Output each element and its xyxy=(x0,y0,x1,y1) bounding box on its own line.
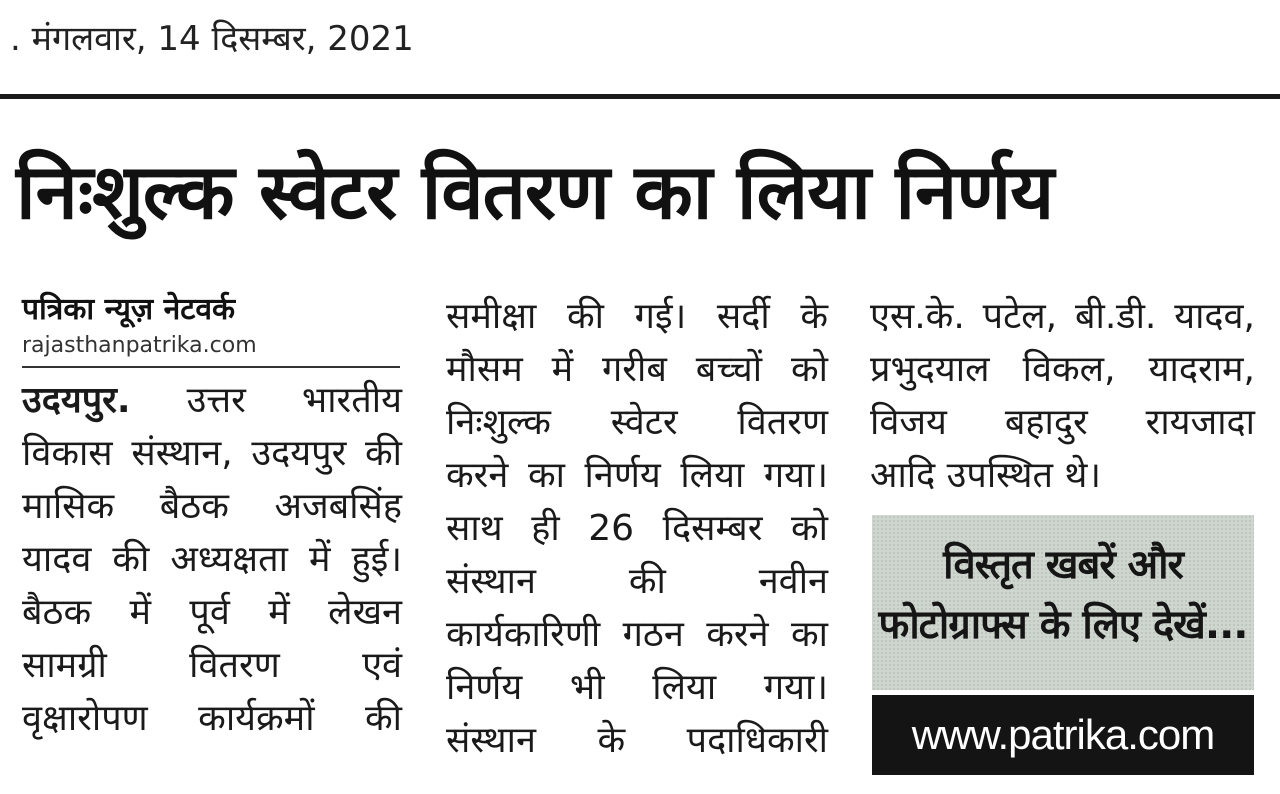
article-line: प्रभुदयाल विकल, यादराम, xyxy=(870,349,1255,390)
article-line: वृक्षारोपण कार्यक्रमों की xyxy=(22,698,402,739)
headline: निःशुल्क स्वेटर वितरण का लिया निर्णय xyxy=(16,147,1054,236)
article-line: बैठक में पूर्व में लेखन xyxy=(22,592,402,633)
article-line: विकास संस्थान, उदयपुर की xyxy=(22,433,402,474)
article-line: सामग्री वितरण एवं xyxy=(22,645,402,686)
article-line: साथ ही 26 दिसम्बर को xyxy=(446,508,828,549)
article-line: करने का निर्णय लिया गया। xyxy=(446,455,828,496)
article-line: एस.के. पटेल, बी.डी. यादव, xyxy=(870,296,1255,337)
article-line: समीक्षा की गई। सर्दी के xyxy=(446,296,828,337)
article-column-3 xyxy=(870,290,1255,502)
article-line: मासिक बैठक अजबसिंह xyxy=(22,486,402,527)
article-line: यादव की अध्यक्षता में हुई। xyxy=(22,539,402,580)
byline-rule xyxy=(22,366,400,368)
promo-url[interactable]: www.patrika.com xyxy=(872,695,1254,775)
article-column-2 xyxy=(446,290,828,767)
article-line: संस्थान के पदाधिकारी xyxy=(446,720,828,761)
article-line: मौसम में गरीब बच्चों को xyxy=(446,349,828,390)
article-line: निर्णय भी लिया गया। xyxy=(446,667,828,708)
dateline-place: उदयपुर. xyxy=(22,380,131,421)
article-line: विजय बहादुर रायजादा xyxy=(870,402,1255,443)
article-line: उदयपुर. उत्तर भारतीय xyxy=(22,380,402,421)
article-line: संस्थान की नवीन xyxy=(446,561,828,602)
article-line: निःशुल्क स्वेटर वितरण xyxy=(446,402,828,443)
article-column-1 xyxy=(22,290,402,745)
byline-website[interactable]: rajasthanpatrika.com xyxy=(22,333,257,358)
promo-line-2: फोटोग्राफ्स के लिए देखें... xyxy=(878,602,1248,648)
article-line: कार्यकारिणी गठन करने का xyxy=(446,614,828,655)
dateline: . मंगलवार, 14 दिसम्बर, 2021 xyxy=(10,19,414,59)
byline-network: पत्रिका न्यूज़ नेटवर्क xyxy=(22,292,236,327)
article-line: आदि उपस्थित थे। xyxy=(870,455,1102,496)
promo-box xyxy=(872,515,1254,690)
promo-line-1: विस्तृत खबरें और xyxy=(943,542,1183,588)
header-rule xyxy=(0,94,1280,99)
